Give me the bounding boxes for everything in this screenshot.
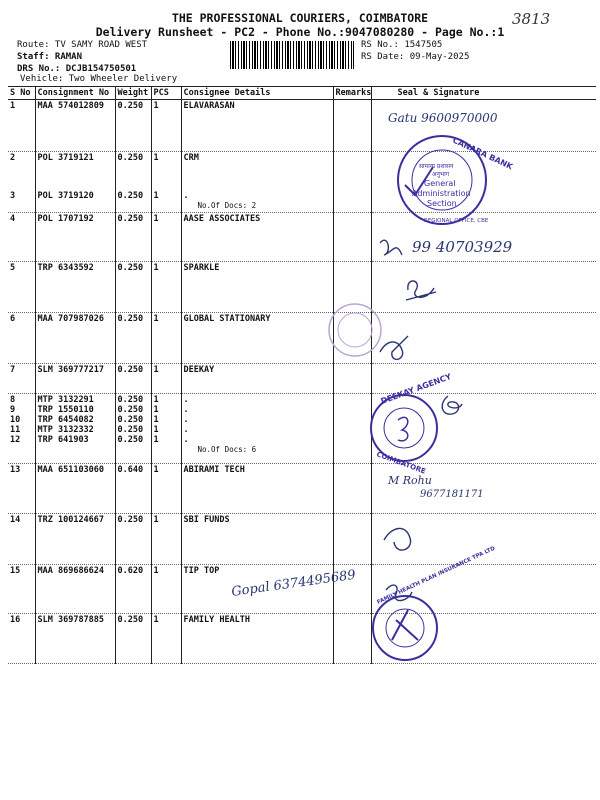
handwriting-row13a: M Rohu <box>388 474 432 487</box>
cell-consignment-text: TRP 1550110 <box>37 405 94 415</box>
cell-sno-text: 15 <box>10 566 21 576</box>
cell-consignment-text: MTP 3132332 <box>37 425 94 435</box>
cell-pcs-text: 1 <box>153 314 159 324</box>
cell-consignee-text: DEEKAY <box>183 365 215 375</box>
cell-consignment-text: TRZ 100124667 <box>37 515 105 525</box>
cell-consignment-text: POL 1707192 <box>37 214 94 224</box>
route-label: Route: TV SAMY ROAD WEST <box>17 40 148 50</box>
col-consignment: Consignment No <box>35 87 115 100</box>
cell-consignee-text: . <box>183 425 189 435</box>
cell-pcs-text: 1 <box>153 515 159 525</box>
cell-consignment-text: POL 3719121 <box>37 153 94 163</box>
cell-consignment-text: MAA 869686624 <box>37 566 105 576</box>
cell-consignee-text: TIP TOP <box>183 566 220 576</box>
rs-number: RS No.: 1547505 <box>361 40 443 50</box>
cell-consignment-text: POL 3719120 <box>37 190 94 201</box>
cell-pcs-text: 1 <box>153 153 159 163</box>
canara-bottom-text: REGIONAL OFFICE, CBE <box>424 218 489 224</box>
cell-consignee-text: SBI FUNDS <box>183 515 230 525</box>
col-remarks: Remarks <box>333 87 371 100</box>
cell-weight-text: 0.250 <box>117 425 144 435</box>
cell-weight-text: 0.250 <box>117 263 144 273</box>
cell-sno-text: 9 <box>10 405 16 415</box>
cell-weight-text: 0.250 <box>117 395 144 405</box>
cell-sno-text: 6 <box>10 314 16 324</box>
cell-sno-text: 3 <box>10 190 16 201</box>
cell-pcs-text: 1 <box>153 365 159 375</box>
handwriting-row13b: 9677181171 <box>420 489 484 500</box>
cell-weight-text: 0.640 <box>117 465 144 475</box>
cell-consignment-text: MAA 574012809 <box>37 101 105 111</box>
col-seal-signature: Seal & Signature <box>371 87 596 100</box>
runsheet-subtitle: Delivery Runsheet - PC2 - Phone No.:9047080280 - Page No.:1 <box>95 25 505 39</box>
cell-consignee-text: AASE ASSOCIATES <box>183 214 261 224</box>
cell-consignment-text: TRP 6343592 <box>37 263 94 273</box>
cell-consignee-text: . <box>183 405 189 415</box>
cell-weight-text: 0.250 <box>117 415 144 425</box>
cell-consignment-text: MAA 651103060 <box>37 465 105 475</box>
cell-pcs-text: 1 <box>153 465 159 475</box>
cell-consignee-text: ELAVARASAN <box>183 101 235 111</box>
canara-line2: अनुभाग <box>432 171 450 178</box>
cell-consignee-text: ABIRAMI TECH <box>183 465 245 475</box>
cell-sno-text: 2 <box>10 153 16 163</box>
signatures <box>380 240 462 600</box>
family-health-stamp <box>373 545 497 660</box>
deekay-bottom-text: COIMBATORE <box>375 450 427 476</box>
signature-row4 <box>380 240 402 255</box>
cell-pcs-text: 1 <box>153 190 159 201</box>
deekay-stamp <box>371 372 453 476</box>
doc-count: No.Of Docs: 2 <box>197 200 257 210</box>
cell-consignee-text: . <box>183 435 189 445</box>
cell-pcs-text: 1 <box>153 405 159 415</box>
col-consignee: Consignee Details <box>181 87 333 100</box>
canara-line4: Administration <box>412 189 471 198</box>
drs-number: DRS No.: DCJB154750501 <box>17 64 137 74</box>
cell-pcs-text: 1 <box>153 415 159 425</box>
cell-consignment-text: TRP 641903 <box>37 435 89 445</box>
canara-line3: General <box>424 179 456 188</box>
cell-pcs-text: 1 <box>153 435 159 445</box>
cell-pcs-text: 1 <box>153 263 159 273</box>
cell-weight-text: 0.250 <box>117 365 144 375</box>
cell-consignment-text: MTP 3132291 <box>37 395 94 405</box>
cell-consignment-text: TRP 6454082 <box>37 415 94 425</box>
cell-weight-text: 0.250 <box>117 435 144 445</box>
cell-weight-text: 0.250 <box>117 405 144 415</box>
handwriting-row1: Gatu 9600970000 <box>388 111 498 125</box>
canara-line5: Section <box>427 199 457 208</box>
cell-sno-text: 16 <box>10 615 21 625</box>
cell-sno-text: 14 <box>10 515 21 525</box>
cell-consignee-text: CRM <box>183 153 199 163</box>
cell-sno-text: 11 <box>10 425 21 435</box>
cell-pcs-text: 1 <box>153 566 159 576</box>
signature-row8 <box>442 396 462 414</box>
cell-consignee-text: . <box>183 415 189 425</box>
cell-weight-text: 0.250 <box>117 314 144 324</box>
canara-bank-stamp <box>398 136 515 224</box>
faint-stamp-icon <box>329 304 381 356</box>
cell-consignment-text: MAA 707987026 <box>37 314 105 324</box>
cell-sno-text: 1 <box>10 101 16 111</box>
doc-count: No.Of Docs: 6 <box>197 445 257 454</box>
signature-row14 <box>384 528 411 550</box>
cell-sno-text: 10 <box>10 415 21 425</box>
family-stamp-text: FAMILY HEALTH PLAN INSURANCE TPA LTD <box>376 545 497 606</box>
cell-consignee-text: GLOBAL STATIONARY <box>183 314 271 324</box>
cell-weight-text: 0.620 <box>117 566 144 576</box>
signature-row6 <box>380 336 408 359</box>
rs-date: RS Date: 09-May-2025 <box>361 52 470 62</box>
cell-weight-text: 0.250 <box>117 190 144 201</box>
handwritten-page-mark: 3813 <box>512 10 551 28</box>
cell-pcs-text: 1 <box>153 425 159 435</box>
cell-consignee-text: . <box>183 190 189 201</box>
cell-pcs-text: 1 <box>153 101 159 111</box>
col-pcs: PCS <box>151 87 181 100</box>
cell-weight-text: 0.250 <box>117 515 144 525</box>
cell-consignment-text: SLM 369777217 <box>37 365 105 375</box>
deekay-top-text: DEEKAY AGENCY <box>379 371 453 406</box>
canara-ring-text: CANARA BANK <box>451 135 515 172</box>
cell-consignee-text: . <box>183 395 189 405</box>
cell-weight-text: 0.250 <box>117 615 144 625</box>
cell-consignee-text: SPARKLE <box>183 263 220 273</box>
col-weight: Weight <box>115 87 151 100</box>
cell-sno-text: 8 <box>10 395 16 405</box>
cell-sno-text: 5 <box>10 263 16 273</box>
cell-sno-text: 4 <box>10 214 16 224</box>
staff-label: Staff: RAMAN <box>17 52 83 62</box>
handwriting-row15: Gopal 6374495689 <box>230 567 357 600</box>
cell-sno-text: 13 <box>10 465 21 475</box>
signature-row5 <box>406 281 436 300</box>
cell-pcs-text: 1 <box>153 214 159 224</box>
cell-consignment-text: SLM 369787885 <box>37 615 105 625</box>
handwriting-row4: 99 40703929 <box>412 238 513 256</box>
cell-sno-text: 7 <box>10 365 16 375</box>
company-title: THE PROFESSIONAL COURIERS, COIMBATORE <box>171 11 429 25</box>
cell-consignee-text: FAMILY HEALTH <box>183 615 251 625</box>
cell-pcs-text: 1 <box>153 395 159 405</box>
cell-weight-text: 0.250 <box>117 153 144 163</box>
cell-weight-text: 0.250 <box>117 214 144 224</box>
cell-pcs-text: 1 <box>153 615 159 625</box>
cell-sno-text: 12 <box>10 435 21 445</box>
canara-line1: सामान्य प्रशासन <box>419 163 454 170</box>
col-sno: S No <box>8 87 35 100</box>
vehicle-label: Vehicle: Two Wheeler Delivery <box>20 74 178 84</box>
cell-weight-text: 0.250 <box>117 101 144 111</box>
